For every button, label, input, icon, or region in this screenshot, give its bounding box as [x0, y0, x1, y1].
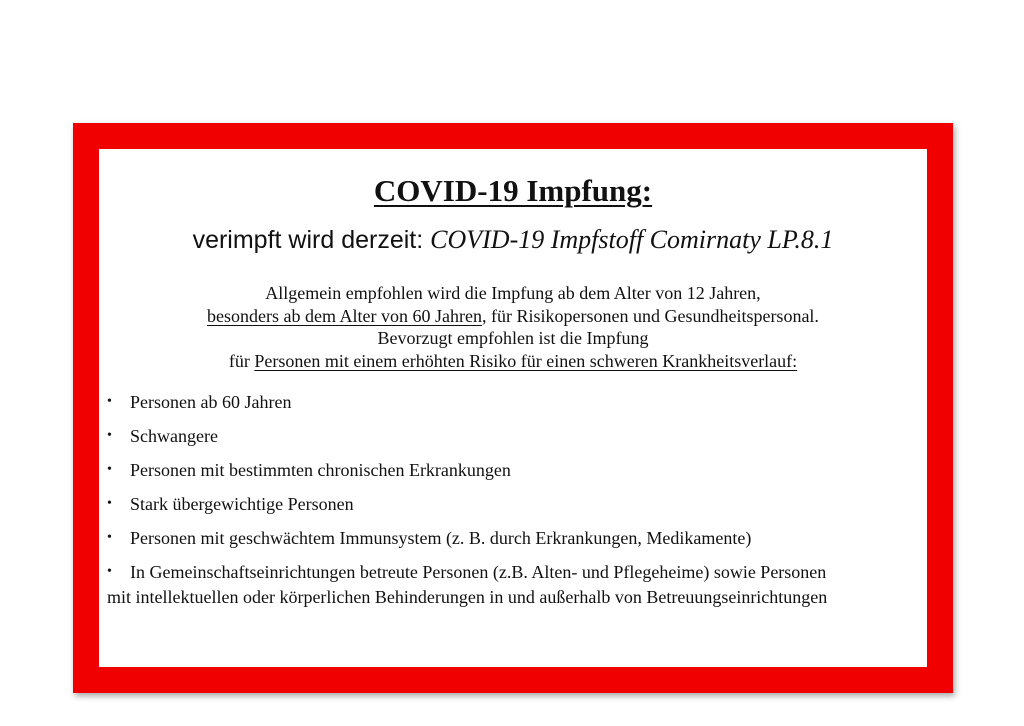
list-item: [107, 527, 907, 561]
underlined-risk-text: Personen mit einem erhöhten Risiko für einen schweren Krankheitsverlauf:: [254, 350, 798, 371]
list-item-text: Personen ab 60 Jahren: [130, 392, 292, 412]
underlined-age-text: besonders ab dem Alter von 60 Jahren: [207, 305, 482, 326]
recommendation-line-2: [99, 305, 927, 328]
notice-panel: [99, 149, 927, 667]
list-item-text: In Gemeinschaftseinrichtungen betreute Personen (z.B. Alten- und Pflegeheime) sowie Personen: [130, 562, 827, 582]
vaccine-product-name: COVID-19 Impfstoff Comirnaty LP.8.1: [430, 225, 834, 254]
list-item: [107, 459, 907, 493]
bullet-icon: •: [107, 394, 112, 409]
recommendation-line-3: Bevorzugt empfohlen ist die Impfung: [377, 328, 649, 348]
bullet-icon: •: [107, 564, 112, 579]
list-item-text: Schwangere: [130, 426, 218, 446]
list-item-continuation: mit intellektuellen oder körperlichen Behinderungen in und außerhalb von Betreuungseinrichtungen: [107, 587, 828, 607]
bullet-icon: •: [107, 496, 112, 511]
bullet-icon: •: [107, 530, 112, 545]
risk-group-list: [107, 391, 907, 608]
list-item-text: Personen mit geschwächtem Immunsystem (z. B. durch Erkrankungen, Medikamente): [130, 528, 752, 548]
bullet-icon: •: [107, 462, 112, 477]
recommendation-line-4: [99, 350, 927, 373]
list-item: [107, 391, 907, 425]
list-item: [107, 493, 907, 527]
list-item: [107, 425, 907, 459]
vaccine-subtitle: [99, 225, 927, 255]
page-title: COVID-19 Impfung:: [373, 173, 653, 208]
list-item: [107, 561, 907, 608]
risk-groups-text: , für Risikopersonen und Gesundheitspersonal.: [481, 305, 819, 326]
list-item-text: Stark übergewichtige Personen: [130, 494, 354, 514]
bullet-icon: •: [107, 428, 112, 443]
line-4-prefix: für: [228, 350, 255, 371]
red-border-frame: [73, 123, 953, 693]
list-item-text: Personen mit bestimmten chronischen Erkrankungen: [130, 460, 511, 480]
subtitle-prefix: verimpft wird derzeit:: [192, 226, 431, 254]
recommendation-line-1: Allgemein empfohlen wird die Impfung ab dem Alter von 12 Jahren,: [265, 283, 761, 303]
recommendation-paragraph: [99, 282, 927, 372]
